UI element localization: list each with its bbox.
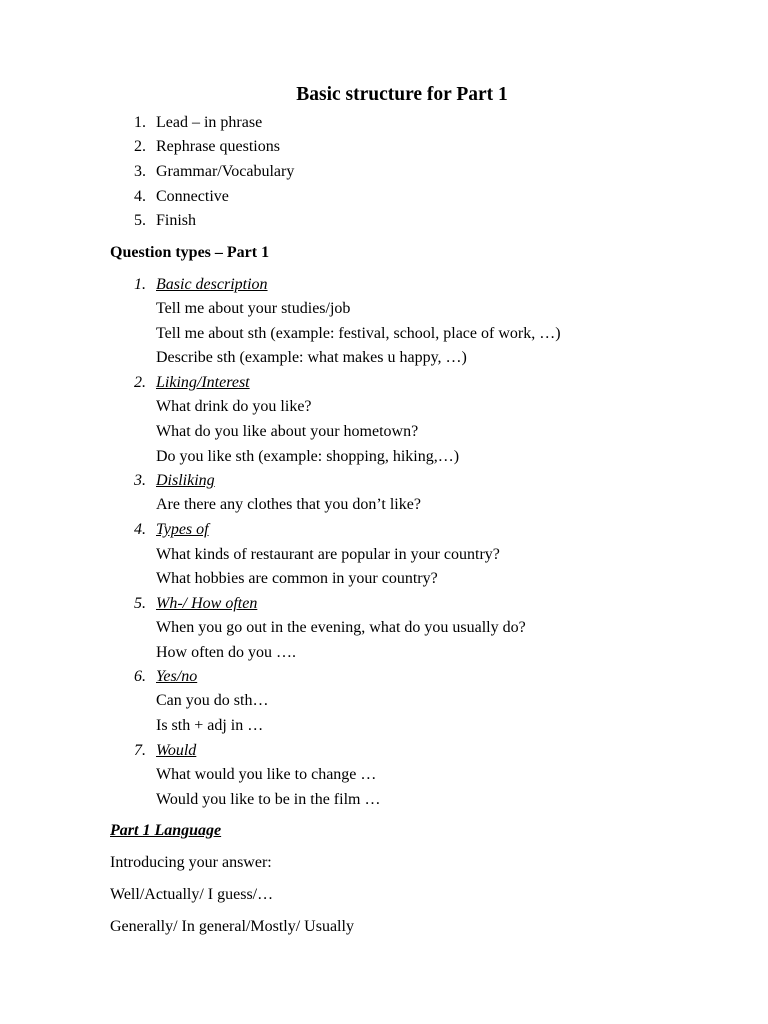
list-number: 4. xyxy=(134,188,146,205)
question-example: What kinds of restaurant are popular in your country? xyxy=(156,546,500,563)
section-heading-question-types: Question types – Part 1 xyxy=(110,244,270,261)
question-example: What drink do you like? xyxy=(156,398,312,415)
list-number: 5. xyxy=(134,595,146,612)
section-heading-language: Part 1 Language xyxy=(110,822,222,839)
question-type-heading: Types of xyxy=(156,521,209,538)
list-item: Grammar/Vocabulary xyxy=(156,163,295,180)
question-example: How often do you …. xyxy=(156,644,296,661)
question-type-heading: Liking/Interest xyxy=(156,374,250,391)
question-example: Would you like to be in the film … xyxy=(156,791,381,808)
list-number: 7. xyxy=(134,742,146,759)
list-number: 4. xyxy=(134,521,146,538)
list-item: Finish xyxy=(156,212,197,229)
list-item: Lead – in phrase xyxy=(156,114,263,131)
question-type-heading: Yes/no xyxy=(156,668,198,685)
question-example: What do you like about your hometown? xyxy=(156,423,419,440)
question-example: Can you do sth… xyxy=(156,692,269,709)
question-example: Are there any clothes that you don’t like? xyxy=(156,496,421,513)
list-number: 2. xyxy=(134,138,146,155)
question-example: Tell me about sth (example: festival, school, place of work, …) xyxy=(156,325,561,342)
language-line: Introducing your answer: xyxy=(110,854,272,871)
list-number: 1. xyxy=(134,276,146,293)
question-example: Do you like sth (example: shopping, hiking,…) xyxy=(156,448,460,465)
question-example: When you go out in the evening, what do you usually do? xyxy=(156,619,526,636)
list-number: 6. xyxy=(134,668,146,685)
language-line: Generally/ In general/Mostly/ Usually xyxy=(110,918,354,935)
list-number: 3. xyxy=(134,163,146,180)
list-number: 5. xyxy=(134,212,146,229)
question-example: What would you like to change … xyxy=(156,766,377,783)
question-type-heading: Would xyxy=(156,742,197,759)
list-number: 3. xyxy=(134,472,146,489)
list-item: Connective xyxy=(156,188,229,205)
list-number: 2. xyxy=(134,374,146,391)
page-title: Basic structure for Part 1 xyxy=(296,84,508,105)
question-example: Describe sth (example: what makes u happy, …) xyxy=(156,349,467,366)
question-example: Tell me about your studies/job xyxy=(156,300,351,317)
question-type-heading: Wh-/ How often xyxy=(156,595,258,612)
question-type-heading: Disliking xyxy=(156,472,215,489)
question-example: What hobbies are common in your country? xyxy=(156,570,438,587)
language-line: Well/Actually/ I guess/… xyxy=(110,886,274,903)
list-number: 1. xyxy=(134,114,146,131)
question-example: Is sth + adj in … xyxy=(156,717,264,734)
list-item: Rephrase questions xyxy=(156,138,280,155)
question-type-heading: Basic description xyxy=(156,276,268,293)
